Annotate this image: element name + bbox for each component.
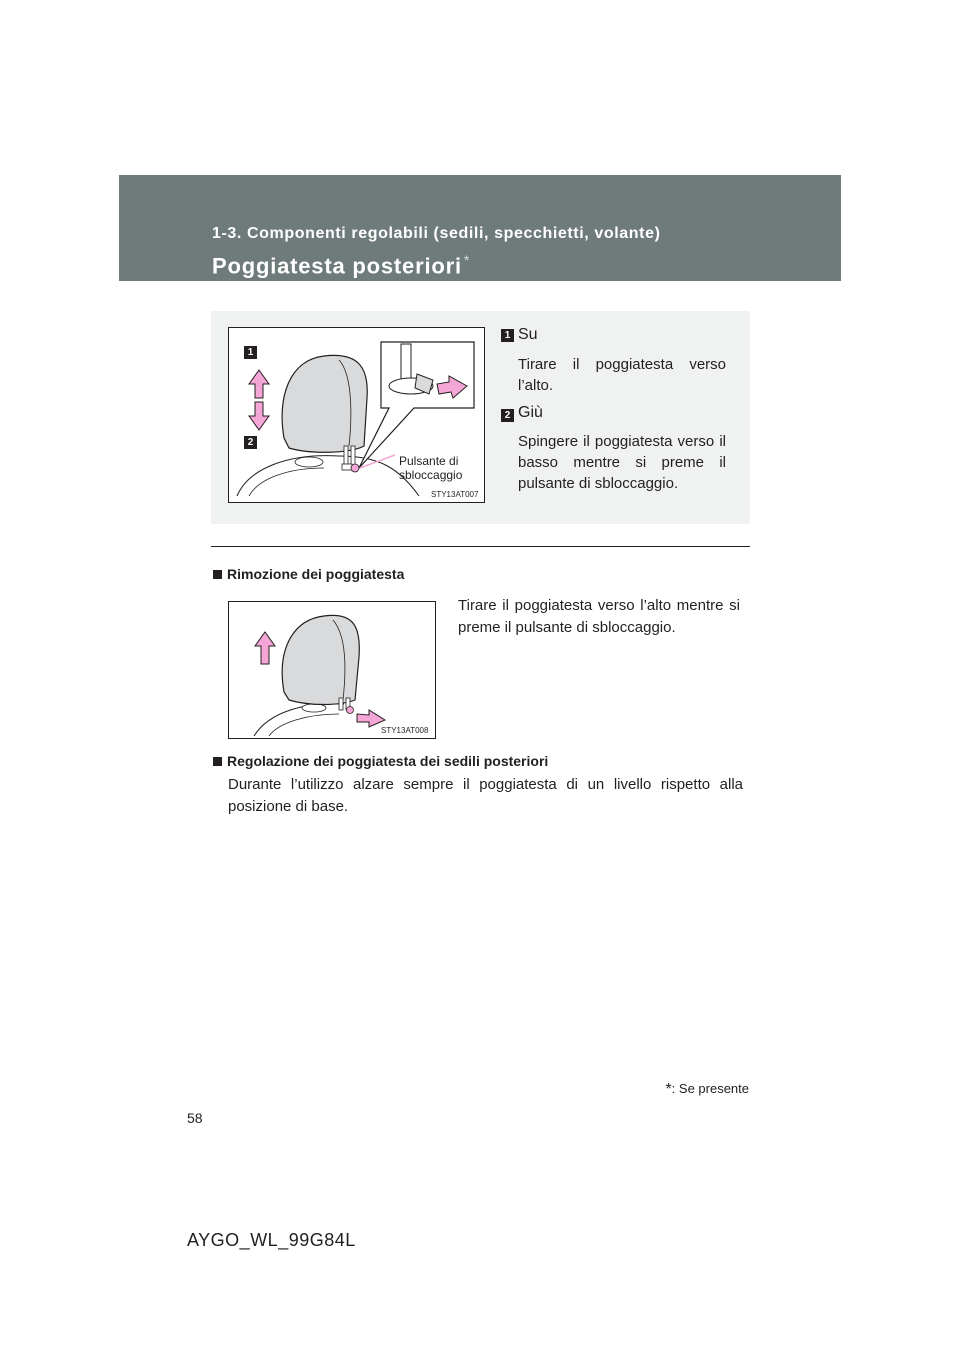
step-2-icon: 2: [501, 409, 514, 422]
step-1-icon: 1: [501, 329, 514, 342]
callout-label-2: sbloccaggio: [399, 468, 463, 482]
chapter-header: [119, 175, 841, 281]
figure-code: STY13AT008: [381, 726, 429, 735]
step-2-title: Giù: [518, 404, 543, 421]
document-code: AYGO_WL_99G84L: [187, 1230, 356, 1250]
headrest-removal-illustration: [228, 601, 436, 739]
optional-mark-icon: *: [463, 252, 471, 268]
step-2-description: Spingere il poggiatesta verso il basso mentre si preme il pulsante di sbloccaggio.: [518, 433, 726, 492]
headrest-adjust-illustration: [228, 327, 485, 503]
divider: [211, 546, 750, 547]
footnote: *: Se presente: [665, 1081, 749, 1098]
rear-heading: Regolazione dei poggiatesta dei sedili posteriori: [213, 753, 548, 769]
badge-1-icon: 1: [244, 346, 257, 359]
figure-code: STY13AT007: [431, 490, 479, 499]
badge-2-icon: 2: [244, 436, 257, 449]
page-title-text: Poggiatesta posteriori: [212, 253, 462, 279]
page-title: [212, 252, 470, 279]
asterisk-icon: *: [665, 1081, 672, 1098]
step-1-title: Su: [518, 326, 538, 343]
bullet-square-icon: [213, 570, 222, 579]
removal-heading: Rimozione dei poggiatesta: [213, 566, 404, 582]
adjustment-box: [211, 311, 750, 524]
callout-label-1: Pulsante di: [399, 454, 459, 468]
page-number: 58: [187, 1110, 203, 1126]
step-1-description: Tirare il poggiatesta verso l’alto.: [518, 356, 726, 394]
section-title: 1-3. Componenti regolabili (sedili, specchietti, volante): [212, 225, 661, 242]
rear-text: Durante l’utilizzo alzare sempre il poggiatesta di un livello rispetto alla posizione di base.: [228, 776, 743, 815]
headrest-removal-drawing: [229, 602, 435, 738]
bullet-square-icon: [213, 757, 222, 766]
removal-text: Tirare il poggiatesta verso l’alto mentre si preme il pulsante di sbloccaggio.: [458, 597, 740, 636]
